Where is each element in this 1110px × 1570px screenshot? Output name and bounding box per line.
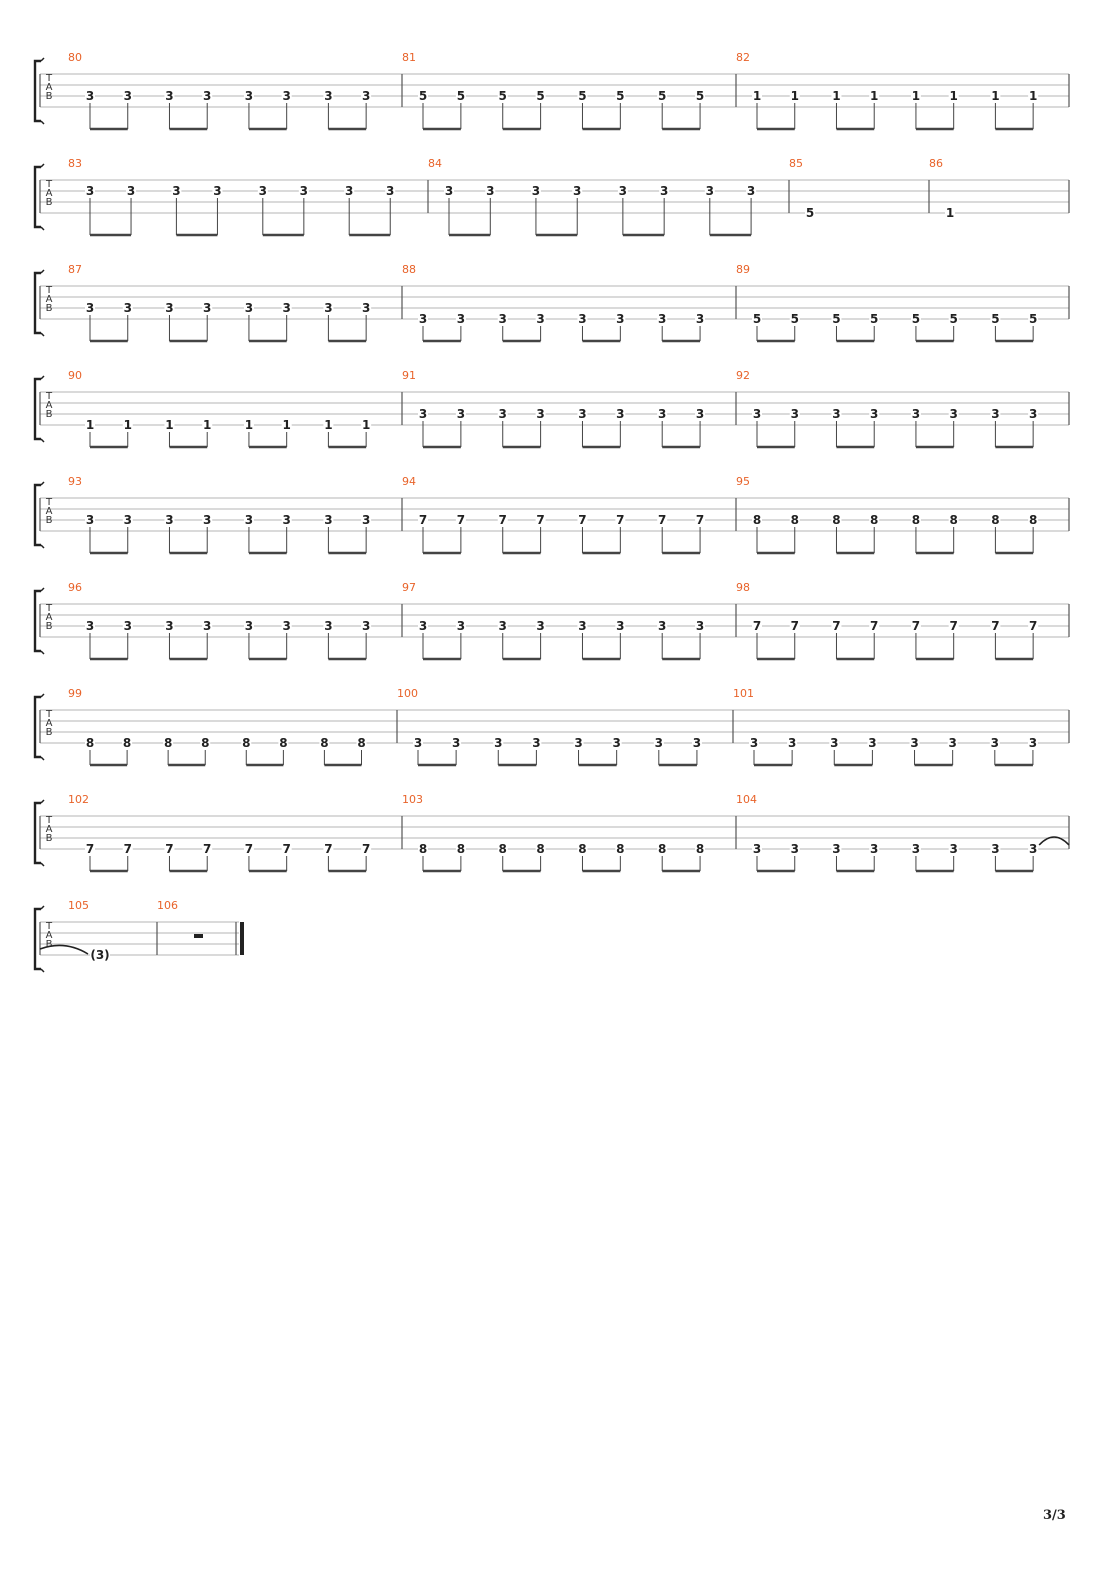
fret-number: 5 bbox=[536, 89, 545, 103]
tab-clef-letter: B bbox=[45, 303, 53, 314]
fret-number: 3 bbox=[578, 407, 587, 421]
fret-number: 3 bbox=[456, 619, 466, 633]
tab-clef-letter: A bbox=[45, 824, 53, 835]
measure-number: 105 bbox=[68, 899, 89, 912]
fret-number: 3 bbox=[123, 513, 132, 527]
fret-number: 3 bbox=[949, 407, 958, 421]
fret-number: 3 bbox=[654, 736, 663, 750]
tab-clef-letter: B bbox=[45, 833, 53, 844]
fret-number: 1 bbox=[945, 206, 955, 220]
fret-number: 3 bbox=[172, 184, 181, 198]
fret-number: 3 bbox=[536, 619, 545, 633]
fret-number: 7 bbox=[911, 619, 921, 633]
fret-number: 3 bbox=[790, 407, 799, 421]
tab-clef-letter: A bbox=[45, 612, 53, 623]
fret-number: 8 bbox=[578, 842, 587, 856]
fret-number: 7 bbox=[536, 513, 545, 527]
fret-number: 3 bbox=[832, 842, 841, 856]
fret-number: 3 bbox=[282, 619, 291, 633]
whole-rest bbox=[194, 934, 203, 938]
tab-clef-letter: B bbox=[45, 939, 53, 950]
fret-number: 7 bbox=[949, 619, 958, 633]
fret-number: 7 bbox=[324, 842, 333, 856]
measure-number: 83 bbox=[68, 157, 82, 170]
measure-number: 86 bbox=[929, 157, 943, 170]
fret-number: 3 bbox=[618, 184, 628, 198]
fret-number: 1 bbox=[85, 418, 95, 432]
tab-clef-letter: T bbox=[45, 603, 53, 614]
system-bracket-hook-top bbox=[41, 482, 44, 485]
fret-number: 5 bbox=[658, 89, 667, 103]
measure-number: 89 bbox=[736, 263, 750, 276]
fret-number: 3 bbox=[165, 89, 174, 103]
fret-number: 3 bbox=[616, 619, 625, 633]
fret-number: 3 bbox=[444, 184, 454, 198]
fret-number: 5 bbox=[991, 312, 1000, 326]
measure-number: 96 bbox=[68, 581, 82, 594]
fret-number: 8 bbox=[163, 736, 173, 750]
system-bracket-hook-top bbox=[41, 588, 44, 591]
fret-number: 3 bbox=[299, 184, 309, 198]
fret-number: 3 bbox=[244, 89, 254, 103]
fret-number: 3 bbox=[126, 184, 136, 198]
fret-number: 3 bbox=[616, 407, 625, 421]
fret-number: 3 bbox=[418, 312, 428, 326]
tab-clef-letter: T bbox=[45, 73, 53, 84]
fret-number: 1 bbox=[203, 418, 212, 432]
fret-number: 3 bbox=[705, 184, 714, 198]
system-bracket-hook-bottom bbox=[41, 969, 44, 972]
fret-number: 1 bbox=[244, 418, 254, 432]
fret-number: 8 bbox=[658, 842, 667, 856]
fret-number: 3 bbox=[1028, 407, 1038, 421]
fret-number: 1 bbox=[790, 89, 799, 103]
fret-number: 3 bbox=[456, 407, 466, 421]
fret-number: 3 bbox=[361, 513, 371, 527]
fret-number: 8 bbox=[790, 513, 799, 527]
measure-number: 80 bbox=[68, 51, 82, 64]
tab-system bbox=[35, 475, 1069, 553]
fret-number: 1 bbox=[361, 418, 371, 432]
fret-number: 1 bbox=[949, 89, 958, 103]
fret-number: 3 bbox=[911, 407, 921, 421]
fret-number: 3 bbox=[868, 736, 877, 750]
tab-clef-letter: B bbox=[45, 621, 53, 632]
measure-number: 87 bbox=[68, 263, 82, 276]
fret-number: 3 bbox=[659, 184, 669, 198]
measure-number: 82 bbox=[736, 51, 750, 64]
tab-clef-letter: B bbox=[45, 515, 53, 526]
fret-number: 5 bbox=[695, 89, 705, 103]
fret-number: 3 bbox=[578, 619, 587, 633]
fret-number: 7 bbox=[578, 513, 587, 527]
fret-number: 3 bbox=[787, 736, 797, 750]
system-bracket-hook-top bbox=[41, 376, 44, 379]
tab-system bbox=[35, 157, 1069, 235]
fret-number: 1 bbox=[911, 89, 921, 103]
fret-number: 7 bbox=[616, 513, 625, 527]
fret-number: 3 bbox=[830, 736, 839, 750]
page-number: 3/3 bbox=[1043, 1508, 1066, 1523]
measure-number: 97 bbox=[402, 581, 416, 594]
fret-number: 7 bbox=[282, 842, 291, 856]
fret-number: 5 bbox=[870, 312, 879, 326]
fret-number: 3 bbox=[418, 407, 428, 421]
system-bracket-hook-bottom bbox=[41, 545, 44, 548]
fret-number: 3 bbox=[911, 842, 921, 856]
fret-number: 3 bbox=[324, 619, 333, 633]
fret-number: 8 bbox=[456, 842, 466, 856]
fret-number: 3 bbox=[1028, 842, 1038, 856]
fret-number: 3 bbox=[658, 312, 667, 326]
tab-clef-letter: A bbox=[45, 400, 53, 411]
fret-number: 3 bbox=[910, 736, 919, 750]
measure-number: 81 bbox=[402, 51, 416, 64]
fret-number: 3 bbox=[361, 89, 371, 103]
fret-number: 3 bbox=[749, 736, 759, 750]
fret-number: 8 bbox=[949, 513, 958, 527]
tab-clef-letter: B bbox=[45, 727, 53, 738]
fret-number: 3 bbox=[695, 619, 705, 633]
fret-number: 3 bbox=[324, 513, 333, 527]
fret-number: 3 bbox=[949, 842, 958, 856]
tab-clef-letter: A bbox=[45, 506, 53, 517]
fret-number: 8 bbox=[498, 842, 507, 856]
tab-clef-letter: B bbox=[45, 91, 53, 102]
fret-number: 3 bbox=[85, 89, 95, 103]
fret-number: 3 bbox=[244, 513, 254, 527]
fret-number: 3 bbox=[85, 513, 95, 527]
system-bracket-hook-bottom bbox=[41, 757, 44, 760]
fret-number: 3 bbox=[282, 89, 291, 103]
tab-clef-letter: A bbox=[45, 718, 53, 729]
measure-number: 85 bbox=[789, 157, 803, 170]
fret-number: 8 bbox=[870, 513, 879, 527]
measure-number: 102 bbox=[68, 793, 89, 806]
system-bracket-hook-top bbox=[41, 906, 44, 909]
fret-number: 8 bbox=[279, 736, 288, 750]
measure-number: 98 bbox=[736, 581, 750, 594]
fret-number: 3 bbox=[948, 736, 957, 750]
system-bracket-hook-bottom bbox=[41, 121, 44, 124]
fret-number: 5 bbox=[949, 312, 958, 326]
fret-number: 3 bbox=[486, 184, 495, 198]
fret-number: 3 bbox=[203, 513, 212, 527]
measure-number: 103 bbox=[402, 793, 423, 806]
measure-number: 106 bbox=[157, 899, 178, 912]
system-bracket-hook-top bbox=[41, 270, 44, 273]
fret-number: 1 bbox=[991, 89, 1000, 103]
system-bracket-hook-top bbox=[41, 164, 44, 167]
measure-number: 94 bbox=[402, 475, 416, 488]
fret-number: 7 bbox=[418, 513, 428, 527]
fret-number: 3 bbox=[658, 407, 667, 421]
fret-number: 3 bbox=[573, 184, 582, 198]
fret-number: 3 bbox=[165, 513, 174, 527]
fret-number: 3 bbox=[752, 842, 762, 856]
fret-number: 3 bbox=[752, 407, 762, 421]
tab-system bbox=[35, 687, 1069, 765]
fret-number: 1 bbox=[752, 89, 762, 103]
fret-number: 3 bbox=[282, 513, 291, 527]
fret-number: 8 bbox=[320, 736, 329, 750]
system-bracket-hook-bottom bbox=[41, 227, 44, 230]
fret-number: 7 bbox=[456, 513, 466, 527]
fret-number: 3 bbox=[244, 301, 254, 315]
fret-number: 3 bbox=[1028, 736, 1038, 750]
system-bracket-hook-top bbox=[41, 800, 44, 803]
fret-number: 5 bbox=[911, 312, 921, 326]
fret-number: 3 bbox=[85, 619, 95, 633]
measure-number: 95 bbox=[736, 475, 750, 488]
final-barline-thick bbox=[240, 922, 244, 955]
fret-number: 5 bbox=[790, 312, 799, 326]
fret-number: 3 bbox=[695, 312, 705, 326]
fret-number: 8 bbox=[695, 842, 705, 856]
tab-system bbox=[35, 581, 1069, 659]
measure-number: 92 bbox=[736, 369, 750, 382]
fret-number: 3 bbox=[532, 736, 541, 750]
measure-number: 101 bbox=[733, 687, 754, 700]
fret-number: 3 bbox=[244, 619, 254, 633]
fret-number: 7 bbox=[1028, 619, 1038, 633]
fret-number: 3 bbox=[213, 184, 222, 198]
fret-number: 8 bbox=[85, 736, 95, 750]
system-bracket-hook-bottom bbox=[41, 651, 44, 654]
fret-number: 3 bbox=[324, 301, 333, 315]
fret-number: 3 bbox=[531, 184, 541, 198]
fret-number: 3 bbox=[123, 89, 132, 103]
fret-number: 8 bbox=[991, 513, 1000, 527]
fret-number: 3 bbox=[991, 407, 1000, 421]
tab-clef-letter: T bbox=[45, 285, 53, 296]
fret-number: 1 bbox=[165, 418, 174, 432]
fret-number: 7 bbox=[165, 842, 174, 856]
measure-number: 90 bbox=[68, 369, 82, 382]
measure-number: 104 bbox=[736, 793, 757, 806]
fret-number: 3 bbox=[692, 736, 702, 750]
fret-number: 7 bbox=[203, 842, 212, 856]
fret-number: 3 bbox=[361, 301, 371, 315]
fret-number: 3 bbox=[578, 312, 587, 326]
fret-number: 3 bbox=[870, 407, 879, 421]
fret-number: 3 bbox=[123, 301, 132, 315]
fret-number: 1 bbox=[123, 418, 132, 432]
tab-clef-letter: A bbox=[45, 82, 53, 93]
fret-number: 5 bbox=[456, 89, 466, 103]
fret-number: 3 bbox=[413, 736, 423, 750]
tab-clef-letter: A bbox=[45, 188, 53, 199]
fret-number: 7 bbox=[832, 619, 841, 633]
fret-number: 3 bbox=[386, 184, 395, 198]
fret-number: 3 bbox=[746, 184, 756, 198]
fret-number: 3 bbox=[574, 736, 583, 750]
fret-number: 3 bbox=[870, 842, 879, 856]
fret-number: 3 bbox=[494, 736, 503, 750]
fret-number: 3 bbox=[498, 312, 507, 326]
fret-number: 3 bbox=[324, 89, 333, 103]
fret-number: 5 bbox=[616, 89, 625, 103]
tab-system bbox=[35, 899, 244, 972]
fret-number: 7 bbox=[361, 842, 371, 856]
fret-number: 7 bbox=[790, 619, 799, 633]
tab-clef-letter: A bbox=[45, 294, 53, 305]
fret-number: 3 bbox=[536, 407, 545, 421]
fret-number: 5 bbox=[805, 206, 815, 220]
fret-number: 3 bbox=[451, 736, 461, 750]
fret-number: 7 bbox=[752, 619, 762, 633]
fret-number: 8 bbox=[1028, 513, 1038, 527]
system-bracket-hook-top bbox=[41, 694, 44, 697]
system-bracket-hook-bottom bbox=[41, 333, 44, 336]
fret-number: 3 bbox=[282, 301, 291, 315]
measure-number: 88 bbox=[402, 263, 416, 276]
fret-number: 8 bbox=[418, 842, 428, 856]
tab-system bbox=[35, 263, 1069, 341]
tab-system bbox=[35, 51, 1069, 129]
tab-clef-letter: T bbox=[45, 815, 53, 826]
tab-clef-letter: A bbox=[45, 930, 53, 941]
fret-number: 3 bbox=[203, 301, 212, 315]
fret-number: 1 bbox=[870, 89, 879, 103]
fret-number: 7 bbox=[658, 513, 667, 527]
fret-number: 3 bbox=[612, 736, 621, 750]
fret-number: 3 bbox=[456, 312, 466, 326]
measure-number: 93 bbox=[68, 475, 82, 488]
fret-number: 8 bbox=[616, 842, 625, 856]
measure-number: 100 bbox=[397, 687, 418, 700]
tab-clef-letter: T bbox=[45, 497, 53, 508]
fret-number: 7 bbox=[991, 619, 1000, 633]
fret-number: 3 bbox=[695, 407, 705, 421]
fret-number: 3 bbox=[991, 842, 1000, 856]
tab-clef-letter: T bbox=[45, 709, 53, 720]
fret-number: 5 bbox=[578, 89, 587, 103]
fret-number: 5 bbox=[752, 312, 762, 326]
fret-number: 8 bbox=[357, 736, 366, 750]
fret-number: 3 bbox=[361, 619, 371, 633]
fret-number: 8 bbox=[832, 513, 841, 527]
fret-number: 7 bbox=[244, 842, 254, 856]
fret-number: 3 bbox=[658, 619, 667, 633]
tied-fret-number: (3) bbox=[90, 948, 110, 962]
system-bracket-hook-bottom bbox=[41, 863, 44, 866]
measure-number: 91 bbox=[402, 369, 416, 382]
fret-number: 3 bbox=[258, 184, 267, 198]
fret-number: 3 bbox=[85, 301, 95, 315]
fret-number: 7 bbox=[695, 513, 705, 527]
fret-number: 3 bbox=[165, 301, 174, 315]
tab-system bbox=[35, 369, 1069, 447]
fret-number: 3 bbox=[165, 619, 174, 633]
tab-system bbox=[35, 793, 1069, 871]
fret-number: 8 bbox=[752, 513, 762, 527]
fret-number: 3 bbox=[123, 619, 132, 633]
fret-number: 8 bbox=[242, 736, 251, 750]
system-bracket-hook-top bbox=[41, 58, 44, 61]
tab-clef-letter: T bbox=[45, 921, 53, 932]
measure-number: 84 bbox=[428, 157, 442, 170]
fret-number: 3 bbox=[498, 619, 507, 633]
measure-number: 99 bbox=[68, 687, 82, 700]
fret-number: 8 bbox=[122, 736, 132, 750]
fret-number: 5 bbox=[498, 89, 507, 103]
fret-number: 3 bbox=[85, 184, 95, 198]
fret-number: 3 bbox=[790, 842, 799, 856]
fret-number: 8 bbox=[536, 842, 545, 856]
fret-number: 3 bbox=[345, 184, 354, 198]
fret-number: 8 bbox=[201, 736, 210, 750]
tab-clef-letter: B bbox=[45, 409, 53, 420]
fret-number: 7 bbox=[498, 513, 507, 527]
fret-number: 3 bbox=[418, 619, 428, 633]
fret-number: 1 bbox=[324, 418, 333, 432]
tab-clef-letter: T bbox=[45, 179, 53, 190]
fret-number: 7 bbox=[123, 842, 132, 856]
fret-number: 1 bbox=[282, 418, 291, 432]
fret-number: 5 bbox=[832, 312, 841, 326]
fret-number: 5 bbox=[418, 89, 428, 103]
tab-clef-letter: B bbox=[45, 197, 53, 208]
fret-number: 3 bbox=[498, 407, 507, 421]
fret-number: 3 bbox=[990, 736, 999, 750]
fret-number: 1 bbox=[832, 89, 841, 103]
system-bracket-hook-bottom bbox=[41, 439, 44, 442]
fret-number: 7 bbox=[85, 842, 95, 856]
fret-number: 3 bbox=[536, 312, 545, 326]
fret-number: 3 bbox=[203, 619, 212, 633]
fret-number: 3 bbox=[616, 312, 625, 326]
fret-number: 8 bbox=[911, 513, 921, 527]
fret-number: 5 bbox=[1028, 312, 1038, 326]
fret-number: 1 bbox=[1028, 89, 1038, 103]
tab-clef-letter: T bbox=[45, 391, 53, 402]
fret-number: 7 bbox=[870, 619, 879, 633]
fret-number: 3 bbox=[832, 407, 841, 421]
fret-number: 3 bbox=[203, 89, 212, 103]
